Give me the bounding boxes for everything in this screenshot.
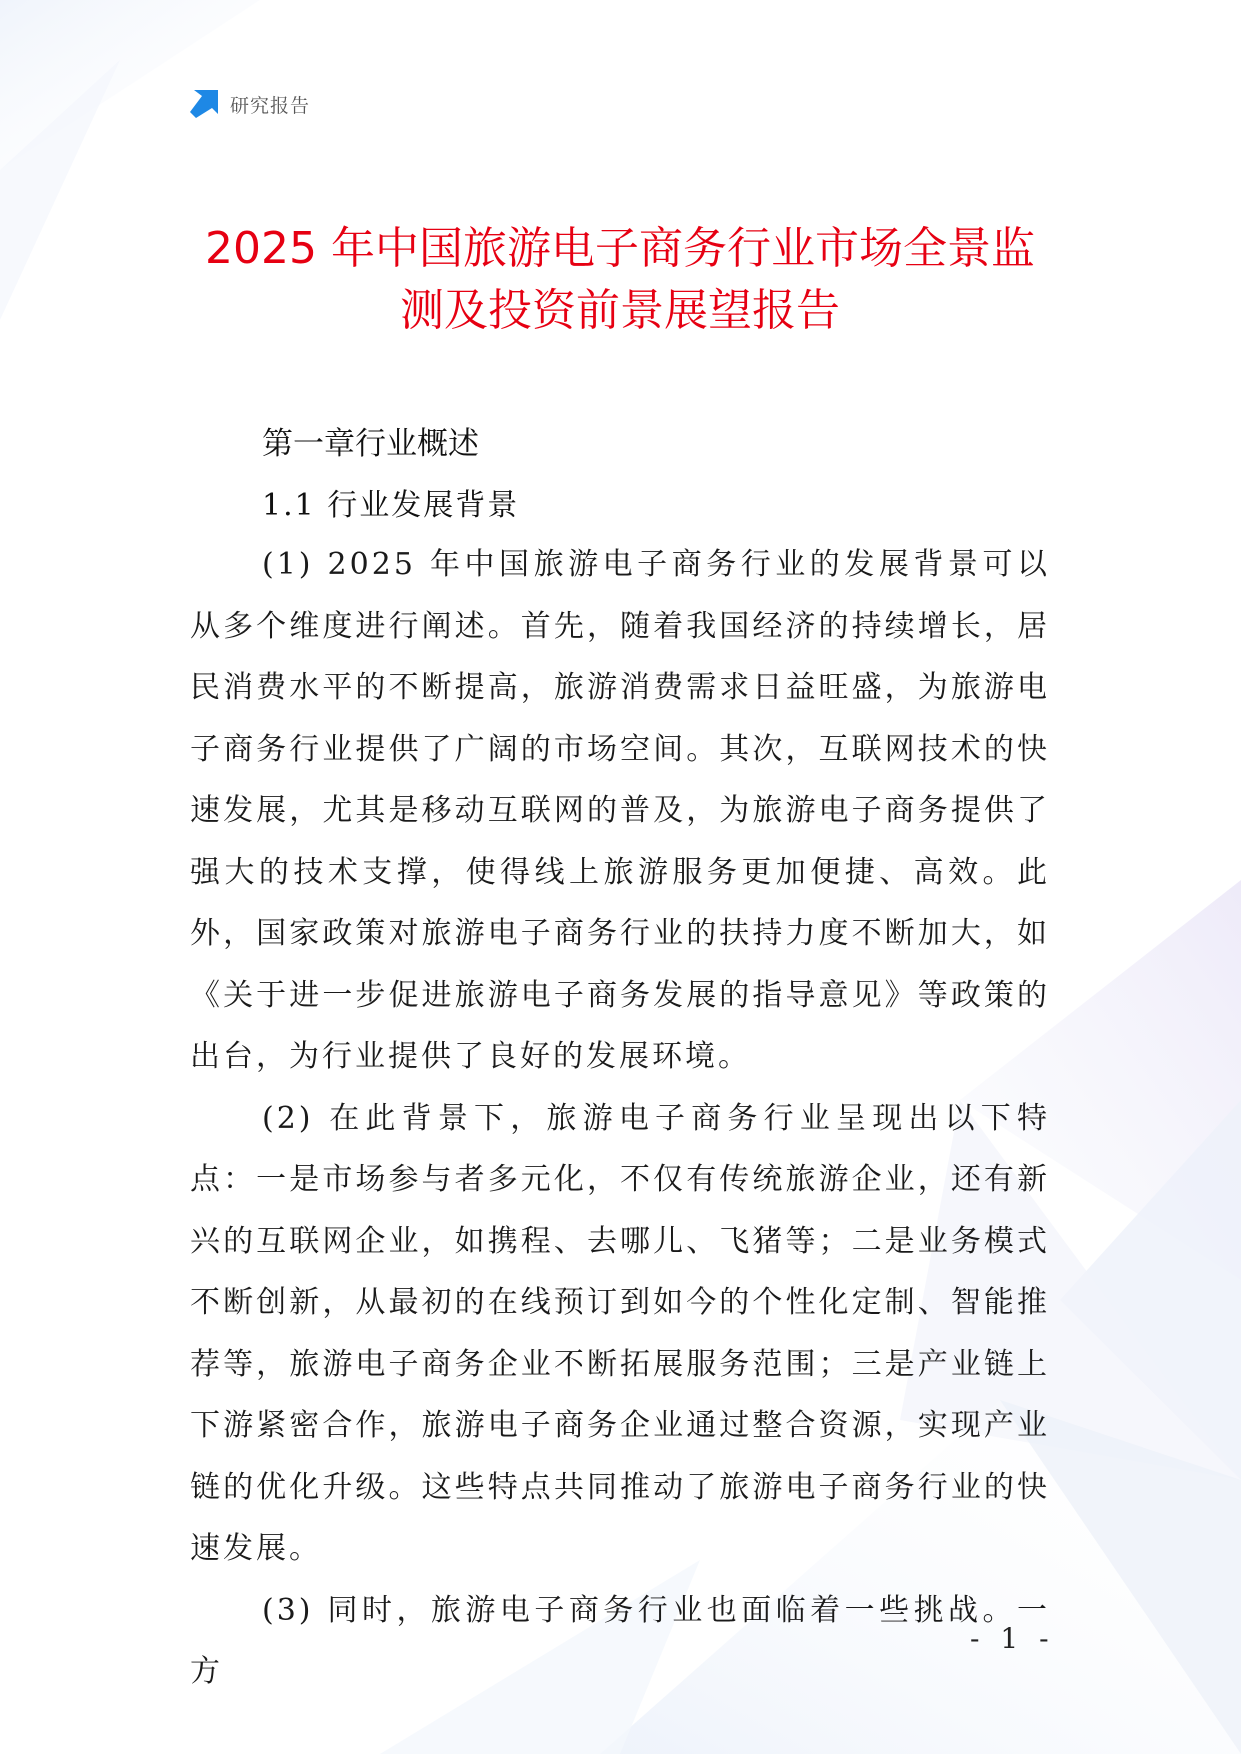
body-text bbox=[190, 534, 1050, 1703]
section-heading: 1.1 行业发展背景 bbox=[262, 488, 520, 523]
page-number: - 1 - bbox=[970, 1622, 1055, 1655]
header-label: 研究报告 bbox=[230, 94, 311, 117]
paragraph-3: (3) 同时，旅游电子商务行业也面临着一些挑战。一方 bbox=[190, 1592, 1050, 1689]
title-line-1: 2025 年中国旅游电子商务行业市场全景监 bbox=[205, 223, 1035, 274]
title-line-2: 测及投资前景展望报告 bbox=[400, 285, 840, 336]
chapter-heading: 第一章行业概述 bbox=[262, 426, 479, 462]
arrow-up-right-icon bbox=[188, 88, 220, 120]
report-header bbox=[188, 88, 310, 120]
report-title bbox=[150, 218, 1090, 342]
paragraph-2: (2) 在此背景下，旅游电子商务行业呈现出以下特点：一是市场参与者多元化，不仅有传统旅游企业，还有新兴的互联网企业，如携程、去哪儿、飞猪等；二是业务模式不断创新，从最初的在线预订到如今的个性化定制、智能推荐等，旅游电子商务企业不断拓展服务范围；三是产业链上下游紧密合作，旅游电子商务企业通过整合资源，实现产业链的优化升级。这些特点共同推动了旅游电子商务行业的快速发展。 bbox=[190, 1100, 1050, 1566]
paragraph-1: (1) 2025 年中国旅游电子商务行业的发展背景可以从多个维度进行阐述。首先，随着我国经济的持续增长，居民消费水平的不断提高，旅游消费需求日益旺盛，为旅游电子商务行业提供了广阔的市场空间。其次，互联网技术的快速发展，尤其是移动互联网的普及，为旅游电子商务提供了强大的技术支撑，使得线上旅游服务更加便捷、高效。此外，国家政策对旅游电子商务行业的扶持力度不断加大，如《关于进一步促进旅游电子商务发展的指导意见》等政策的出台，为行业提供了良好的发展环境。 bbox=[190, 547, 1050, 1074]
